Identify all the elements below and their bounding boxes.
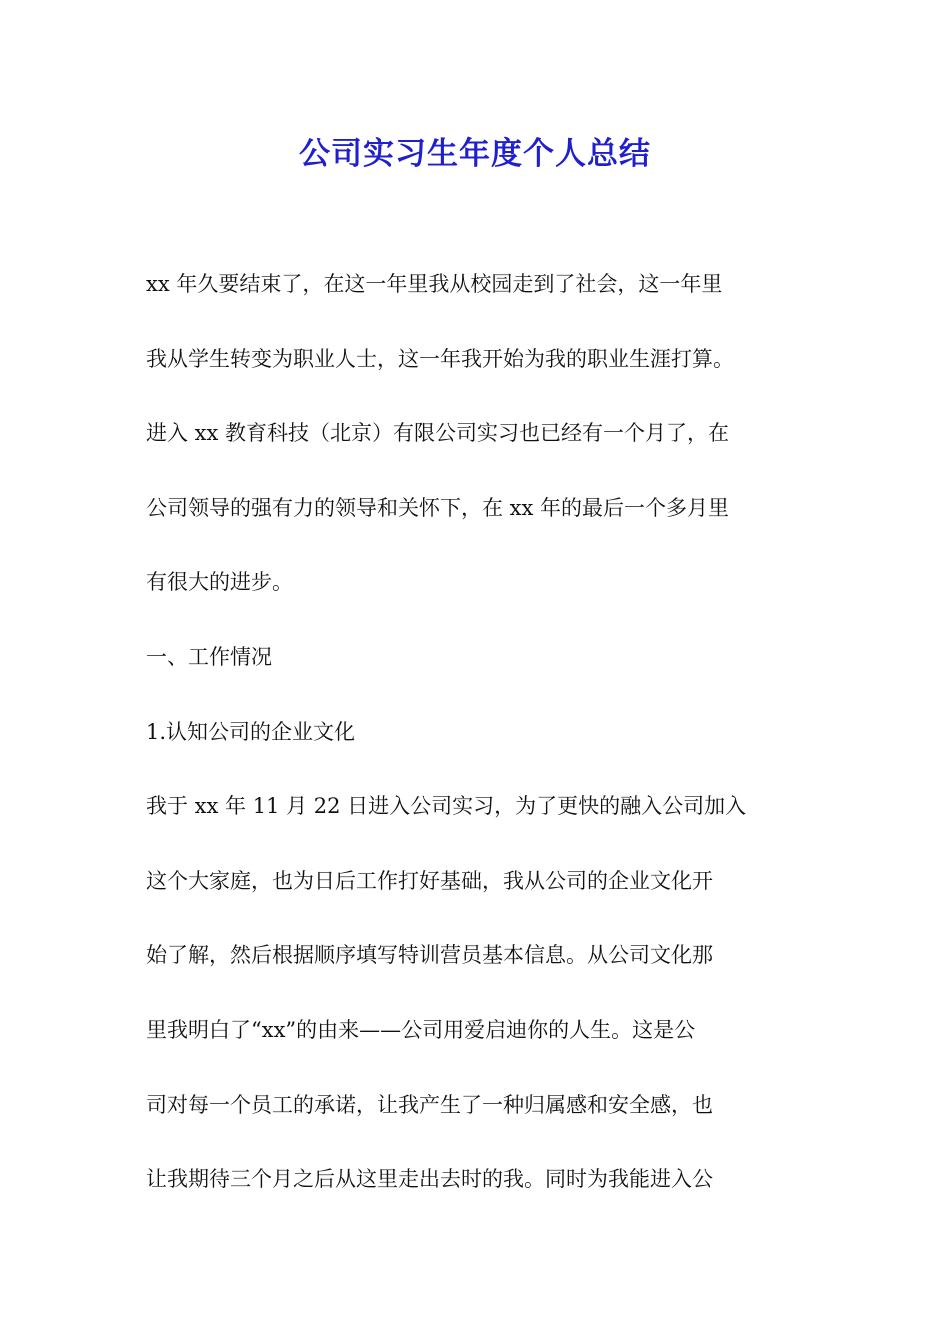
section-heading: 一、工作情况 [146,644,272,669]
body-line-12: 司对每一个员工的承诺，让我产生了一种归属感和安全感，也 [146,1092,713,1117]
subsection-heading: 1.认知公司的企业文化 [146,719,356,744]
body-line-10: 始了解，然后根据顺序填写特训营员基本信息。从公司文化那 [146,943,713,968]
body-line-1: xx 年久要结束了，在这一年里我从校园走到了社会，这一年里 [146,272,723,296]
document-title: 公司实习生年度个人总结 [299,136,651,172]
body-line-4: 公司领导的强有力的领导和关怀下，在 xx 年的最后一个多月里 [146,495,730,520]
body-line-2: 我从学生转变为职业人士，这一年我开始为我的职业生涯打算。 [146,346,734,371]
body-line-9: 这个大家庭，也为日后工作打好基础，我从公司的企业文化开 [146,868,713,893]
document-body [146,262,814,1232]
body-line-8: 我于 xx 年 11 月 22 日进入公司实习，为了更快的融入公司加入 [146,794,747,819]
body-line-11: 里我明白了“xx”的由来——公司用爱启迪你的人生。这是公 [146,1017,696,1042]
body-line-3: 进入 xx 教育科技（北京）有限公司实习也已经有一个月了，在 [146,421,730,446]
body-line-13: 让我期待三个月之后从这里走出去时的我。同时为我能进入公 [146,1167,713,1192]
body-line-5: 有很大的进步。 [146,570,293,595]
